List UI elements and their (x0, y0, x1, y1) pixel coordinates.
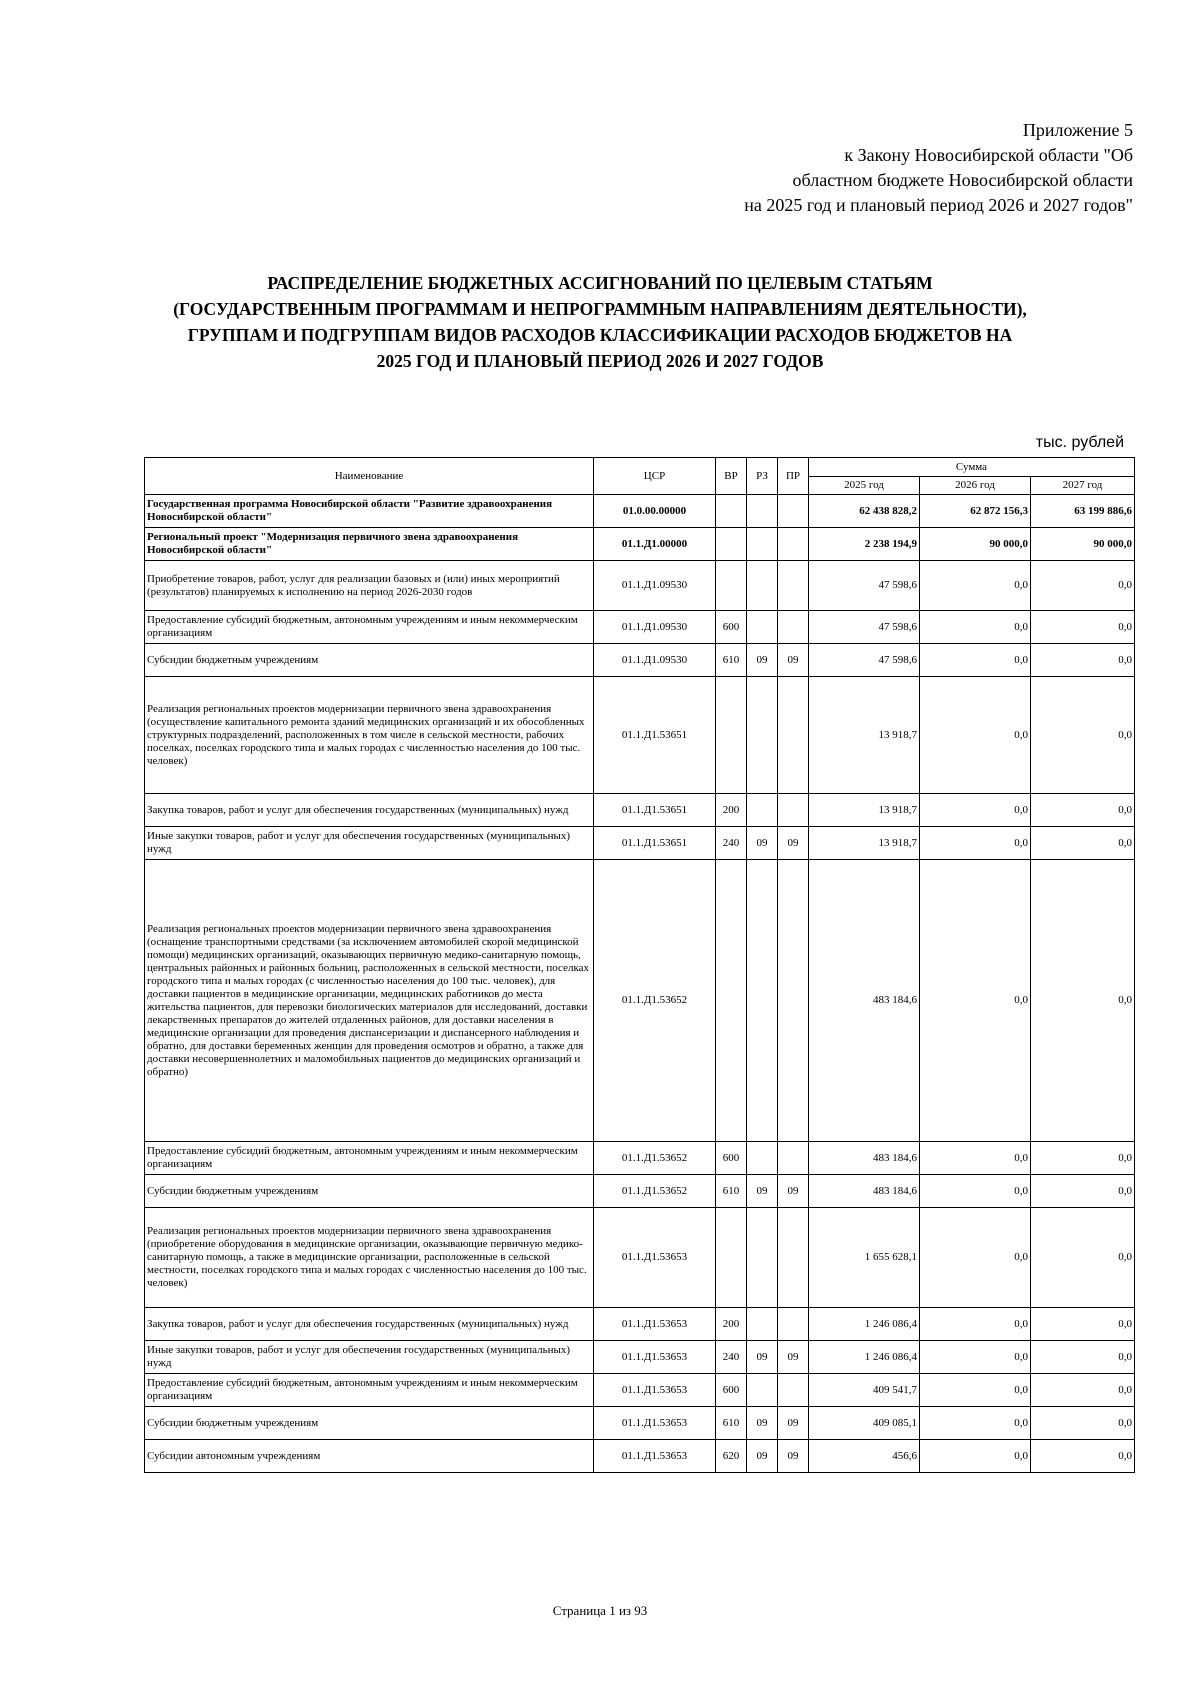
cell-vr: 610 (716, 1407, 747, 1440)
cell-2025: 47 598,6 (809, 644, 920, 677)
appendix-line: на 2025 год и плановый период 2026 и 2027 годов" (744, 195, 1133, 215)
table-row (145, 1308, 1135, 1341)
header-pr: ПР (778, 458, 809, 495)
cell-rz (747, 561, 778, 611)
cell-2026: 0,0 (920, 611, 1031, 644)
cell-2025: 47 598,6 (809, 561, 920, 611)
cell-pr (778, 860, 809, 1142)
cell-rz (747, 860, 778, 1142)
cell-rz (747, 528, 778, 561)
table-row (145, 495, 1135, 528)
table-row (145, 611, 1135, 644)
cell-rz: 09 (747, 827, 778, 860)
cell-name: Субсидии автономным учреждениям (145, 1440, 594, 1473)
table-row (145, 561, 1135, 611)
cell-vr (716, 677, 747, 794)
cell-pr (778, 677, 809, 794)
header-year-2025: 2025 год (809, 477, 920, 495)
cell-rz (747, 1208, 778, 1308)
cell-name: Реализация региональных проектов модернизации первичного звена здравоохранения (оснащение транспортными средствами (за исключением автомобилей скорой медицинской помощи) медицинских организаций, оказывающих первичную медико-санитарную помощь, центральных районных и районных больниц, расположенных в сельской местности, поселках городского типа и малых городах (с численностью населения до 100 тыс. человек), для доставки пациентов в медицинские организации, медицинских работников до места жительства пациентов, для перевозки биологических материалов для исследований, доставки лекарственных препаратов до жителей отдаленных районов, для доставки населения в медицинские организации для проведения диспансеризации и диспансерного наблюдения и обратно, для доставки беременных женщин для проведения осмотров и обратно, а также для доставки несовершеннолетних и маломобильных пациентов до медицинских организаций и обратно) (145, 860, 594, 1142)
cell-2025: 483 184,6 (809, 1142, 920, 1175)
cell-pr (778, 1308, 809, 1341)
cell-rz (747, 495, 778, 528)
cell-csr: 01.1.Д1.53652 (594, 1175, 716, 1208)
table-row (145, 794, 1135, 827)
cell-2025: 1 246 086,4 (809, 1341, 920, 1374)
cell-rz (747, 1308, 778, 1341)
table-row (145, 1440, 1135, 1473)
title-line: (ГОСУДАРСТВЕННЫМ ПРОГРАММАМ И НЕПРОГРАММНЫМ НАПРАВЛЕНИЯМ ДЕЯТЕЛЬНОСТИ), (173, 299, 1027, 319)
cell-csr: 01.1.Д1.53652 (594, 860, 716, 1142)
title-line: РАСПРЕДЕЛЕНИЕ БЮДЖЕТНЫХ АССИГНОВАНИЙ ПО ЦЕЛЕВЫМ СТАТЬЯМ (267, 273, 933, 293)
cell-vr: 600 (716, 1142, 747, 1175)
cell-2026: 62 872 156,3 (920, 495, 1031, 528)
cell-2025: 13 918,7 (809, 677, 920, 794)
table-row (145, 1208, 1135, 1308)
cell-2026: 0,0 (920, 1308, 1031, 1341)
cell-rz (747, 1142, 778, 1175)
cell-rz (747, 794, 778, 827)
cell-csr: 01.1.Д1.53653 (594, 1440, 716, 1473)
cell-2025: 483 184,6 (809, 860, 920, 1142)
cell-2027: 63 199 886,6 (1031, 495, 1135, 528)
cell-name: Иные закупки товаров, работ и услуг для обеспечения государственных (муниципальных) нужд (145, 827, 594, 860)
cell-pr (778, 1142, 809, 1175)
cell-2027: 0,0 (1031, 1407, 1135, 1440)
table-row (145, 528, 1135, 561)
cell-2026: 0,0 (920, 644, 1031, 677)
cell-2027: 0,0 (1031, 677, 1135, 794)
cell-2025: 2 238 194,9 (809, 528, 920, 561)
cell-2025: 1 655 628,1 (809, 1208, 920, 1308)
cell-2027: 0,0 (1031, 860, 1135, 1142)
cell-csr: 01.1.Д1.53653 (594, 1374, 716, 1407)
cell-pr (778, 611, 809, 644)
cell-csr: 01.0.00.00000 (594, 495, 716, 528)
cell-2026: 0,0 (920, 827, 1031, 860)
cell-rz: 09 (747, 644, 778, 677)
cell-2025: 409 541,7 (809, 1374, 920, 1407)
cell-2026: 0,0 (920, 561, 1031, 611)
appendix-line: к Закону Новосибирской области "Об (844, 145, 1133, 165)
cell-name: Закупка товаров, работ и услуг для обеспечения государственных (муниципальных) нужд (145, 794, 594, 827)
title-line: 2025 ГОД И ПЛАНОВЫЙ ПЕРИОД 2026 И 2027 ГОДОВ (376, 351, 824, 371)
header-name: Наименование (145, 458, 594, 495)
header-year-2027: 2027 год (1031, 477, 1135, 495)
cell-csr: 01.1.Д1.09530 (594, 561, 716, 611)
cell-2025: 456,6 (809, 1440, 920, 1473)
header-year-2026: 2026 год (920, 477, 1031, 495)
cell-2027: 0,0 (1031, 1374, 1135, 1407)
table-body (145, 495, 1135, 1473)
cell-2027: 0,0 (1031, 794, 1135, 827)
table-row (145, 827, 1135, 860)
cell-2026: 0,0 (920, 860, 1031, 1142)
cell-2027: 0,0 (1031, 1175, 1135, 1208)
cell-2025: 13 918,7 (809, 827, 920, 860)
cell-pr (778, 1374, 809, 1407)
cell-csr: 01.1.Д1.53652 (594, 1142, 716, 1175)
cell-name: Реализация региональных проектов модернизации первичного звена здравоохранения (осуществление капитального ремонта зданий медицинских организаций и их обособленных структурных подразделений, расположенных в том числе в сельской местности, рабочих поселках, поселках городского типа и малых городах с численностью населения до 100 тыс. человек) (145, 677, 594, 794)
table-row (145, 1407, 1135, 1440)
cell-pr (778, 528, 809, 561)
cell-name: Приобретение товаров, работ, услуг для реализации базовых и (или) иных мероприятий (результатов) планируемых к исполнению на период 2026-2030 годов (145, 561, 594, 611)
cell-2027: 0,0 (1031, 1308, 1135, 1341)
cell-2027: 0,0 (1031, 561, 1135, 611)
cell-csr: 01.1.Д1.53651 (594, 827, 716, 860)
cell-csr: 01.1.Д1.53653 (594, 1308, 716, 1341)
cell-rz: 09 (747, 1175, 778, 1208)
cell-2025: 62 438 828,2 (809, 495, 920, 528)
cell-vr (716, 561, 747, 611)
cell-2025: 47 598,6 (809, 611, 920, 644)
cell-2026: 0,0 (920, 677, 1031, 794)
document-title (100, 270, 1100, 374)
table-row (145, 1374, 1135, 1407)
cell-2027: 0,0 (1031, 1341, 1135, 1374)
cell-name: Закупка товаров, работ и услуг для обеспечения государственных (муниципальных) нужд (145, 1308, 594, 1341)
cell-pr: 09 (778, 1341, 809, 1374)
cell-2026: 0,0 (920, 1142, 1031, 1175)
cell-vr (716, 1208, 747, 1308)
cell-pr: 09 (778, 827, 809, 860)
cell-rz: 09 (747, 1407, 778, 1440)
cell-2026: 0,0 (920, 1407, 1031, 1440)
cell-csr: 01.1.Д1.09530 (594, 611, 716, 644)
cell-pr: 09 (778, 1175, 809, 1208)
cell-pr: 09 (778, 1407, 809, 1440)
cell-name: Государственная программа Новосибирской области "Развитие здравоохранения Новосибирской области" (145, 495, 594, 528)
cell-2026: 0,0 (920, 794, 1031, 827)
cell-pr (778, 1208, 809, 1308)
cell-name: Региональный проект "Модернизация первичного звена здравоохранения Новосибирской области" (145, 528, 594, 561)
cell-vr: 620 (716, 1440, 747, 1473)
units-label: тыс. рублей (1035, 434, 1124, 451)
cell-2026: 0,0 (920, 1374, 1031, 1407)
cell-rz: 09 (747, 1440, 778, 1473)
cell-2026: 0,0 (920, 1208, 1031, 1308)
cell-2026: 0,0 (920, 1440, 1031, 1473)
cell-2026: 0,0 (920, 1341, 1031, 1374)
cell-pr: 09 (778, 1440, 809, 1473)
cell-2026: 90 000,0 (920, 528, 1031, 561)
header-vr: ВР (716, 458, 747, 495)
cell-vr: 240 (716, 1341, 747, 1374)
cell-vr: 600 (716, 611, 747, 644)
cell-csr: 01.1.Д1.53653 (594, 1407, 716, 1440)
cell-vr: 610 (716, 644, 747, 677)
cell-rz (747, 611, 778, 644)
cell-vr (716, 528, 747, 561)
cell-name: Субсидии бюджетным учреждениям (145, 1407, 594, 1440)
cell-csr: 01.1.Д1.53653 (594, 1208, 716, 1308)
cell-csr: 01.1.Д1.00000 (594, 528, 716, 561)
cell-csr: 01.1.Д1.53651 (594, 677, 716, 794)
title-line: ГРУППАМ И ПОДГРУППАМ ВИДОВ РАСХОДОВ КЛАССИФИКАЦИИ РАСХОДОВ БЮДЖЕТОВ НА (187, 325, 1013, 345)
cell-rz (747, 1374, 778, 1407)
header-rz: РЗ (747, 458, 778, 495)
page-footer: Страница 1 из 93 (552, 1603, 648, 1618)
cell-2025: 1 246 086,4 (809, 1308, 920, 1341)
cell-name: Предоставление субсидий бюджетным, автономным учреждениям и иным некоммерческим организациям (145, 611, 594, 644)
table-row (145, 1142, 1135, 1175)
cell-vr (716, 495, 747, 528)
cell-vr: 240 (716, 827, 747, 860)
cell-2027: 0,0 (1031, 1208, 1135, 1308)
cell-2027: 0,0 (1031, 644, 1135, 677)
table-row (145, 860, 1135, 1142)
cell-rz: 09 (747, 1341, 778, 1374)
cell-pr (778, 561, 809, 611)
cell-2026: 0,0 (920, 1175, 1031, 1208)
cell-2025: 483 184,6 (809, 1175, 920, 1208)
cell-vr: 200 (716, 1308, 747, 1341)
table-row (145, 677, 1135, 794)
table-row (145, 644, 1135, 677)
cell-2027: 0,0 (1031, 611, 1135, 644)
cell-2027: 0,0 (1031, 1142, 1135, 1175)
cell-vr: 610 (716, 1175, 747, 1208)
cell-2027: 0,0 (1031, 827, 1135, 860)
table-header (145, 458, 1135, 495)
header-sum: Сумма (809, 458, 1135, 477)
cell-2025: 409 085,1 (809, 1407, 920, 1440)
appendix-line: областном бюджете Новосибирской области (792, 170, 1133, 190)
cell-name: Субсидии бюджетным учреждениям (145, 1175, 594, 1208)
table-row (145, 1175, 1135, 1208)
cell-name: Реализация региональных проектов модернизации первичного звена здравоохранения (приобретение оборудования в медицинские организации, оказывающие первичную медико-санитарную помощь, а также в медицинские организации, расположенные в сельской местности, поселках городского типа и малых городах с численностью населения до 100 тыс. человек) (145, 1208, 594, 1308)
appendix-heading (744, 118, 1133, 218)
cell-2027: 90 000,0 (1031, 528, 1135, 561)
header-csr: ЦСР (594, 458, 716, 495)
appendix-line: Приложение 5 (1022, 120, 1133, 140)
cell-vr (716, 860, 747, 1142)
cell-rz (747, 677, 778, 794)
cell-2025: 13 918,7 (809, 794, 920, 827)
cell-name: Субсидии бюджетным учреждениям (145, 644, 594, 677)
cell-csr: 01.1.Д1.53653 (594, 1341, 716, 1374)
cell-pr (778, 794, 809, 827)
cell-pr (778, 495, 809, 528)
cell-name: Предоставление субсидий бюджетным, автономным учреждениям и иным некоммерческим организациям (145, 1142, 594, 1175)
cell-csr: 01.1.Д1.09530 (594, 644, 716, 677)
cell-pr: 09 (778, 644, 809, 677)
cell-2027: 0,0 (1031, 1440, 1135, 1473)
cell-name: Предоставление субсидий бюджетным, автономным учреждениям и иным некоммерческим организациям (145, 1374, 594, 1407)
cell-vr: 600 (716, 1374, 747, 1407)
table-row (145, 1341, 1135, 1374)
cell-vr: 200 (716, 794, 747, 827)
cell-csr: 01.1.Д1.53651 (594, 794, 716, 827)
cell-name: Иные закупки товаров, работ и услуг для обеспечения государственных (муниципальных) нужд (145, 1341, 594, 1374)
budget-table (144, 457, 1135, 1473)
